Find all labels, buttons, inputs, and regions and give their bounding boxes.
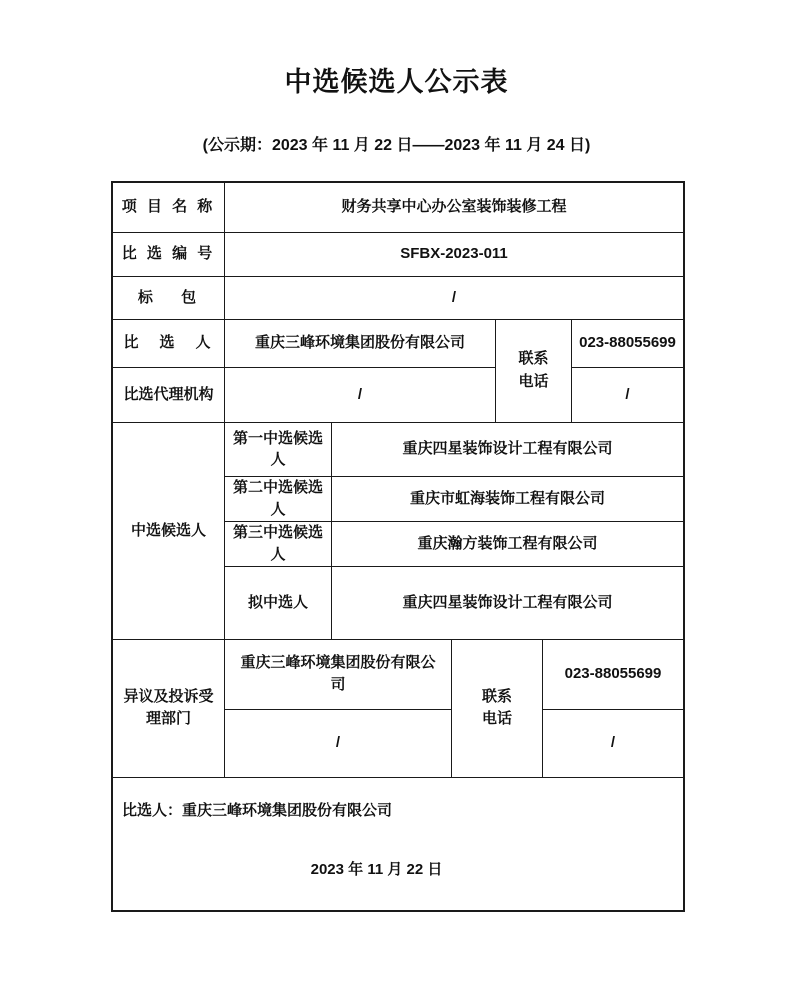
candidates-label: 中选候选人 [113, 423, 225, 640]
candidate-1-company: 重庆四星装饰设计工程有限公司 [332, 423, 683, 477]
candidate-2-rank: 第二中选候选人 [225, 477, 332, 522]
objection-dept-label [113, 640, 225, 778]
package-value: / [225, 277, 683, 320]
objection-phone-value: 023-88055699 [543, 640, 683, 710]
selector-label: 比 选 人 [113, 320, 225, 368]
objection-dept-value [225, 640, 452, 710]
selection-number-value: SFBX-2023-011 [225, 233, 683, 277]
objection-dept-label-text: 异议及投诉受理部门 [123, 687, 214, 728]
agency-value: / [225, 368, 496, 423]
page-title: 中选候选人公示表 [284, 67, 509, 97]
candidate-3-company: 重庆瀚方装饰工程有限公司 [332, 522, 683, 567]
objection-row2-phone: / [543, 710, 683, 778]
objection-row2-value: / [225, 710, 452, 778]
objection-contact-phone-label [452, 640, 543, 778]
selector-phone-value: 023-88055699 [572, 320, 683, 368]
proposed-winner-rank: 拟中选人 [225, 567, 332, 640]
project-name-label: 项 目 名 称 [113, 183, 225, 233]
candidate-1-rank: 第一中选候选人 [225, 423, 332, 477]
selection-number-label: 比 选 编 号 [113, 233, 225, 277]
notice-table [111, 181, 685, 912]
agency-label: 比选代理机构 [113, 368, 225, 423]
signature-date: 2023 年 11 月 22 日 [310, 860, 443, 878]
package-label: 标 包 [113, 277, 225, 320]
objection-contact-phone-label-text: 联系电话 [481, 687, 512, 728]
contact-phone-label-text: 联系电话 [518, 350, 549, 390]
agency-phone-value: / [572, 368, 683, 423]
contact-phone-label [496, 320, 572, 423]
signature-selector-line: 比选人：重庆三峰环境集团股份有限公司 [122, 801, 393, 819]
project-name-value: 财务共享中心办公室装饰装修工程 [225, 183, 683, 233]
candidate-2-company: 重庆市虹海装饰工程有限公司 [332, 477, 683, 522]
selector-value: 重庆三峰环境集团股份有限公司 [225, 320, 496, 368]
publicity-period: (公示期：2023 年 11 月 22 日——2023 年 11 月 24 日) [202, 136, 591, 154]
objection-dept-value-text: 重庆三峰环境集团股份有限公司 [240, 653, 436, 694]
signature-cell [113, 778, 683, 910]
candidate-3-rank: 第三中选候选人 [225, 522, 332, 567]
proposed-winner-company: 重庆四星装饰设计工程有限公司 [332, 567, 683, 640]
